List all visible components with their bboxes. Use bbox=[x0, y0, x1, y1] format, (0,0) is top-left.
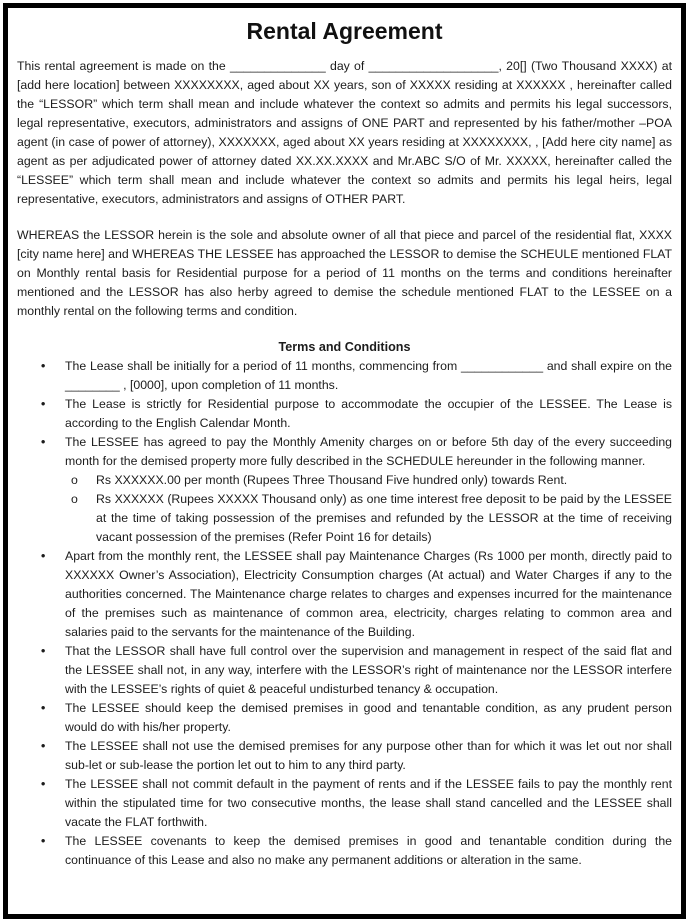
sub-term-item-2 bbox=[17, 490, 672, 547]
term-item-text: Apart from the monthly rent, the LESSEE shall pay Maintenance Charges (Rs 1000 per month, directly paid to XXXXXX Owner’s Association), Electricity Consumption charges (At actual) and Water Charges if any to the authorities concerned. The Maintenance charge relates to charges and expenses incurred for the maintenance of the premises such as maintenance of common area, electricity, charges relating to common area and salaries paid to the servants for the maintenance of the Building. bbox=[65, 549, 672, 639]
bullet-icon: • bbox=[41, 777, 46, 791]
term-item-text: The LESSEE has agreed to pay the Monthly Amenity charges on or before 5th day of the every succeeding month for the demised property more fully described in the SCHEDULE hereunder in the following manner. bbox=[65, 435, 672, 468]
document-title: Rental Agreement bbox=[246, 18, 443, 44]
term-item-text: The Lease is strictly for Residential purpose to accommodate the occupier of the LESSEE. The Lease is according to the English Calendar Month. bbox=[65, 397, 672, 430]
term-item-text: The LESSEE shall not use the demised premises for any purpose other than for which it was let out nor shall sub-let or sub-lease the portion let out to him to any third party. bbox=[65, 739, 672, 772]
term-item-text: That the LESSOR shall have full control over the supervision and management in respect of the said flat and the LESSEE shall not, in any way, interfere with the LESSOR’s right of maintenance nor the LESSOR interfere with the LESSEE’s rights of quiet & peaceful undisturbed tenancy & occupation. bbox=[65, 644, 672, 696]
bullet-icon: • bbox=[41, 701, 46, 715]
bullet-icon: • bbox=[41, 549, 46, 563]
term-item-3-sublist bbox=[17, 471, 672, 547]
term-item-4 bbox=[17, 547, 672, 642]
circle-bullet-icon: o bbox=[71, 473, 78, 487]
term-item-text: The Lease shall be initially for a period of 11 months, commencing from ____________ and shall expire on the ________ , [0000], upon completion of 11 months. bbox=[65, 359, 672, 392]
term-item-5 bbox=[17, 642, 672, 699]
term-item-8 bbox=[17, 775, 672, 832]
intro-paragraph: This rental agreement is made on the ______________ day of ___________________, 20[] (Two Thousand XXXX) at [add here location] between XXXXXXXX, aged about XX years, son of XXXXX residing at XXXXXX , hereinafter called the “LESSOR” which term shall mean and include whatever the context so admits and permits his legal successors, legal representative, executors, administrators and assigns of ONE PART and represented by his father/mother –POA agent (in case of power of attorney), XXXXXXX, aged about XX years residing at XXXXXXXX, , [Add here city name] as agent as per adjudicated power of attorney dated XX.XX.XXXX and Mr.ABC S/O of Mr. XXXXX, hereinafter called the “LESSEE” which term shall mean and include whatever the context so admits and permits his legal heirs, legal representative, executors, administrators and assigns of OTHER PART. bbox=[17, 59, 672, 206]
term-item-1 bbox=[17, 357, 672, 395]
term-item-text: The LESSEE covenants to keep the demised premises in good and tenantable condition during the continuance of this Lease and also no make any permanent additions or alteration in the same. bbox=[65, 834, 672, 867]
term-item-text: The LESSEE shall not commit default in the payment of rents and if the LESSEE fails to pay the monthly rent within the stipulated time for two consecutive months, the lease shall stand cancelled and the LESSEE shall vacate the FLAT forthwith. bbox=[65, 777, 672, 829]
term-item-7 bbox=[17, 737, 672, 775]
sub-term-item-1 bbox=[17, 471, 672, 490]
terms-list bbox=[17, 357, 672, 870]
bullet-icon: • bbox=[41, 397, 46, 411]
term-item-9 bbox=[17, 832, 672, 870]
page-border-frame bbox=[3, 3, 686, 919]
term-item-3 bbox=[17, 433, 672, 471]
bullet-icon: • bbox=[41, 739, 46, 753]
bullet-icon: • bbox=[41, 834, 46, 848]
bullet-icon: • bbox=[41, 644, 46, 658]
circle-bullet-icon: o bbox=[71, 492, 78, 506]
term-item-2 bbox=[17, 395, 672, 433]
bullet-icon: • bbox=[41, 359, 46, 373]
term-item-text: The LESSEE should keep the demised premises in good and tenantable condition, as any prudent person would do with his/her property. bbox=[65, 701, 672, 734]
terms-heading: Terms and Conditions bbox=[278, 340, 411, 354]
term-item-6 bbox=[17, 699, 672, 737]
sub-term-item-text: Rs XXXXXX.00 per month (Rupees Three Thousand Five hundred only) towards Rent. bbox=[96, 473, 568, 487]
bullet-icon: • bbox=[41, 435, 46, 449]
whereas-paragraph: WHEREAS the LESSOR herein is the sole and absolute owner of all that piece and parcel of the residential flat, XXXX [city name here] and WHEREAS THE LESSEE has approached the LESSOR to demise the SCHEULE mentioned FLAT on Monthly rental basis for Residential purpose for a period of 11 months on the terms and conditions hereinafter mentioned and the LESSOR has also herby agreed to demise the schedule mentioned FLAT to the LESSEE on a monthly rental on the following terms and condition. bbox=[17, 228, 672, 318]
sub-term-item-text: Rs XXXXXX (Rupees XXXXX Thousand only) as one time interest free deposit to be paid by the LESSEE at the time of taking possession of the premises and refunded by the LESSOR at the time of receiving vacant possession of the premises (Refer Point 16 for details) bbox=[96, 492, 672, 544]
